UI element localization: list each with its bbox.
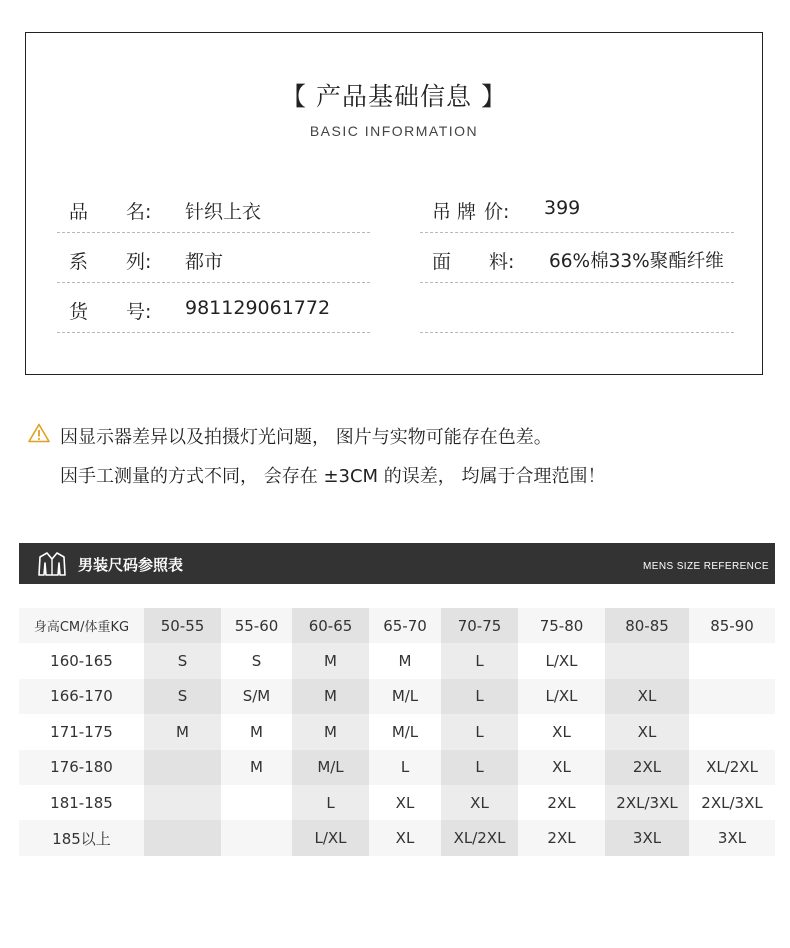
size-cell: 2XL (605, 750, 689, 785)
height-range-cell: 171-175 (19, 714, 144, 749)
size-cell: XL (441, 785, 518, 820)
info-row-sku (57, 283, 370, 333)
size-cell: S/M (221, 679, 292, 714)
size-cell: M/L (369, 714, 441, 749)
size-cell: XL (369, 785, 441, 820)
size-cell: M/L (292, 750, 369, 785)
size-chart-title: 男装尺码参照表 (78, 556, 184, 574)
size-cell: M (292, 643, 369, 678)
info-value: 针织上衣 (185, 201, 262, 223)
size-table-row (19, 714, 775, 749)
size-cell: L (292, 785, 369, 820)
size-cell: L/XL (518, 643, 605, 678)
weight-column-header: 75-80 (518, 608, 605, 643)
size-cell: 3XL (689, 820, 775, 855)
info-label: 品 名: (69, 201, 152, 223)
weight-column-header: 70-75 (441, 608, 518, 643)
weight-column-header: 80-85 (605, 608, 689, 643)
size-cell: M (221, 750, 292, 785)
size-table-row (19, 785, 775, 820)
size-cell: XL (605, 679, 689, 714)
info-label: 系 列: (69, 251, 152, 273)
info-subtitle: BASIC INFORMATION (309, 123, 479, 139)
size-cell: L (441, 643, 518, 678)
size-cell: M (292, 714, 369, 749)
info-title: 【 产品基础信息 】 (281, 82, 507, 111)
info-value: 66%棉33%聚酯纤维 (549, 251, 724, 272)
size-cell (689, 714, 775, 749)
size-table-row (19, 679, 775, 714)
weight-column-header: 85-90 (689, 608, 775, 643)
info-value: 399 (544, 197, 581, 219)
size-cell: L (441, 714, 518, 749)
info-label: 面 料: (432, 251, 515, 273)
size-cell: L/XL (518, 679, 605, 714)
basic-info-panel (25, 32, 763, 375)
size-cell: XL/2XL (441, 820, 518, 855)
size-cell: S (144, 643, 221, 678)
size-chart-header (19, 543, 775, 584)
size-cell (689, 679, 775, 714)
size-cell: XL (518, 750, 605, 785)
size-cell: M/L (369, 679, 441, 714)
weight-column-header: 55-60 (221, 608, 292, 643)
size-cell: L (441, 679, 518, 714)
info-row-price (420, 183, 734, 233)
size-cell: S (221, 643, 292, 678)
size-cell (689, 643, 775, 678)
size-table-corner-label: 身高CM/体重KG (19, 608, 144, 643)
notice-line-1: 因显示器差异以及拍摄灯光问题， 图片与实物可能存在色差。 (60, 427, 552, 448)
size-cell: M (144, 714, 221, 749)
size-cell: L/XL (292, 820, 369, 855)
size-table-row (19, 820, 775, 855)
size-chart-subtitle: MENS SIZE REFERENCE (643, 561, 769, 572)
size-cell: XL (369, 820, 441, 855)
size-cell: 2XL (518, 785, 605, 820)
weight-column-header: 65-70 (369, 608, 441, 643)
size-cell: M (221, 714, 292, 749)
notice-line-2: 因手工测量的方式不同， 会存在 ±3CM 的误差， 均属于合理范围！ (60, 466, 606, 487)
size-table-row (19, 750, 775, 785)
info-value: 都市 (185, 251, 224, 273)
info-row-empty (420, 283, 734, 333)
size-table (19, 608, 775, 856)
size-table-header-row (19, 608, 775, 643)
height-range-cell: 160-165 (19, 643, 144, 678)
size-cell (221, 820, 292, 855)
weight-column-header: 60-65 (292, 608, 369, 643)
jacket-icon (37, 551, 67, 577)
height-range-cell: 185以上 (19, 820, 144, 855)
size-cell: XL/2XL (689, 750, 775, 785)
info-row-series (57, 233, 370, 283)
height-range-cell: 166-170 (19, 679, 144, 714)
size-cell: M (369, 643, 441, 678)
size-cell (144, 820, 221, 855)
size-cell (605, 643, 689, 678)
info-value: 981129061772 (185, 297, 331, 319)
info-row-fabric (420, 233, 734, 283)
size-cell: 2XL/3XL (605, 785, 689, 820)
size-cell: 2XL/3XL (689, 785, 775, 820)
info-label: 货 号: (69, 301, 152, 323)
size-cell: L (369, 750, 441, 785)
size-table-row (19, 643, 775, 678)
size-cell (144, 750, 221, 785)
size-cell: S (144, 679, 221, 714)
size-cell (144, 785, 221, 820)
weight-column-header: 50-55 (144, 608, 221, 643)
info-label: 吊 牌 价: (432, 201, 510, 223)
size-cell: 2XL (518, 820, 605, 855)
warning-triangle-icon (28, 423, 50, 443)
size-cell: 3XL (605, 820, 689, 855)
height-range-cell: 181-185 (19, 785, 144, 820)
size-cell (221, 785, 292, 820)
info-row-name (57, 183, 370, 233)
size-cell: L (441, 750, 518, 785)
height-range-cell: 176-180 (19, 750, 144, 785)
size-cell: M (292, 679, 369, 714)
size-cell: XL (605, 714, 689, 749)
size-cell: XL (518, 714, 605, 749)
